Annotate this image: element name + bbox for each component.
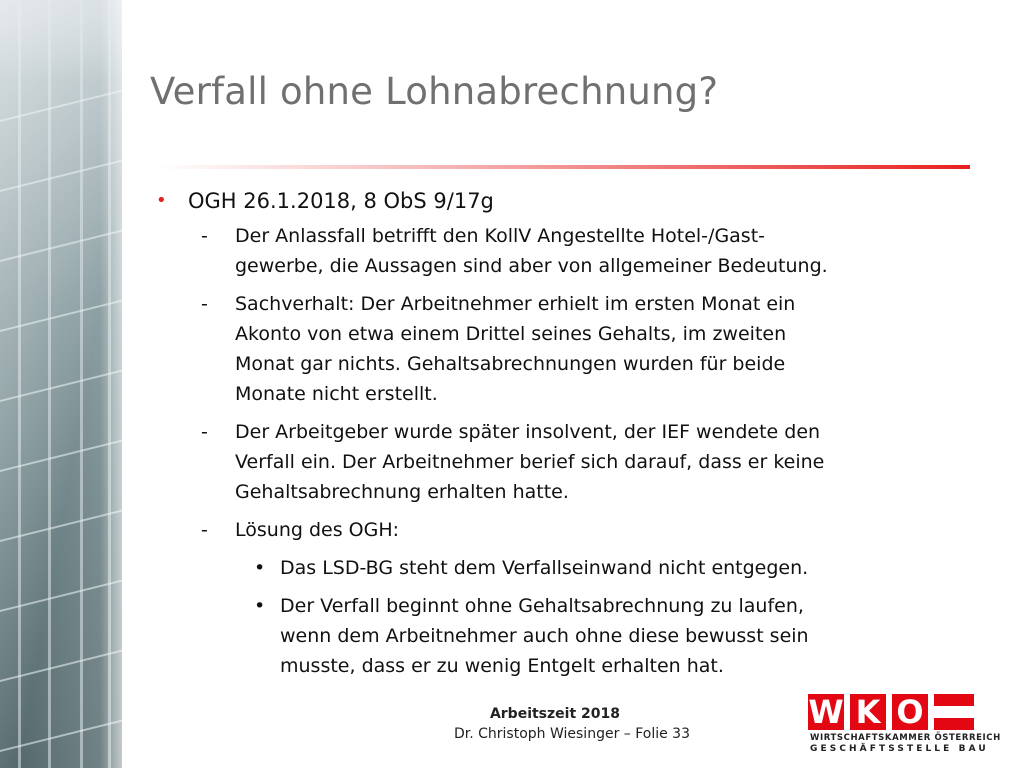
list-item-text: Der Arbeitgeber wurde später insolvent, der IEF wendete den <box>235 421 821 443</box>
slide-content <box>150 186 970 689</box>
bullet-icon: • <box>156 190 167 211</box>
logo-letter-k: K <box>850 694 886 730</box>
main-bullet <box>150 186 970 216</box>
slide-footer <box>380 704 690 744</box>
photo-fade <box>100 0 140 768</box>
sub-list-item <box>150 591 970 681</box>
dash-marker: - <box>201 519 208 541</box>
list-item-text: gewerbe, die Aussagen sind aber von allgemeiner Bedeutung. <box>235 255 828 277</box>
title-divider <box>158 165 970 169</box>
wko-logo <box>808 693 1001 756</box>
list-item-text: Akonto von etwa einem Drittel seines Gehalts, im zweiten <box>235 323 787 345</box>
list-item-text: Verfall ein. Der Arbeitnehmer berief sich darauf, dass er keine <box>235 451 825 473</box>
dash-marker: - <box>201 225 208 247</box>
list-item <box>150 515 970 545</box>
list-item-text: Monat gar nichts. Gehaltsabrechnungen wurden für beide <box>235 353 786 375</box>
list-item-text: Sachverhalt: Der Arbeitnehmer erhielt im ersten Monat ein <box>235 293 796 315</box>
list-item-text: Monate nicht erstellt. <box>235 383 438 405</box>
logo-letter-o: O <box>892 694 928 730</box>
austria-flag-icon <box>934 694 974 730</box>
sub-list-item-text: musste, dass er zu wenig Entgelt erhalten hat. <box>280 655 724 677</box>
footer-title: Arbeitszeit 2018 <box>489 706 620 722</box>
list-item-text: Gehaltsabrechnung erhalten hatte. <box>235 481 569 503</box>
slide-title: Verfall ohne Lohnabrechnung? <box>150 70 719 113</box>
sub-list-item <box>150 553 970 583</box>
list-item <box>150 221 970 281</box>
dash-marker: - <box>201 421 208 443</box>
list-item-text: Lösung des OGH: <box>235 519 400 541</box>
sub-list-item-text: Der Verfall beginnt ohne Gehaltsabrechnung zu laufen, <box>280 595 804 617</box>
list-item <box>150 417 970 507</box>
logo-letter-w: W <box>808 693 844 731</box>
footer-author: Dr. Christoph Wiesinger – Folie 33 <box>453 726 690 742</box>
sub-list-item-text: Das LSD-BG steht dem Verfallseinwand nicht entgegen. <box>280 557 809 579</box>
sub-list-item-text: wenn dem Arbeitnehmer auch ohne diese bewusst sein <box>280 625 809 647</box>
main-bullet-text: OGH 26.1.2018, 8 ObS 9/17g <box>188 189 494 213</box>
sub-bullet-icon: • <box>254 595 266 617</box>
list-item-text: Der Anlassfall betrifft den KollV Angestellte Hotel-/Gast- <box>235 225 766 247</box>
logo-text-office: GESCHÄFTSSTELLE BAU <box>810 744 989 754</box>
logo-text-chamber: WIRTSCHAFTSKAMMER ÖSTERREICH <box>810 733 1001 743</box>
list-item <box>150 289 970 409</box>
dash-marker: - <box>201 293 208 315</box>
sub-bullet-icon: • <box>254 557 266 579</box>
